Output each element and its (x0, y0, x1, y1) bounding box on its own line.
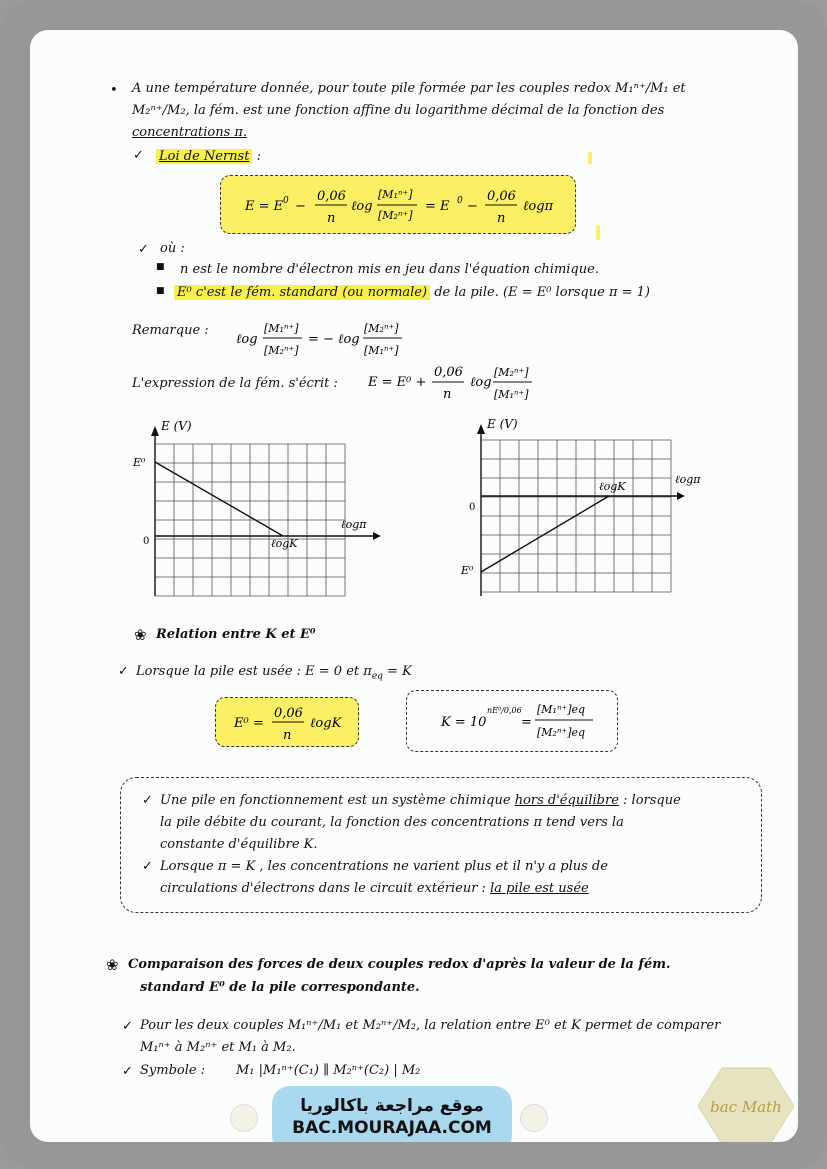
x-den: n (443, 387, 452, 402)
check-icon: ✓ (142, 793, 153, 808)
nernst-title: Loi de Nernst (156, 149, 252, 164)
square-bullet: ■ (156, 286, 165, 296)
remarque-formula (234, 316, 424, 362)
check-icon: ✓ (118, 664, 129, 679)
note-l5b: la pile est usée (490, 881, 589, 896)
graph-1 (125, 416, 385, 606)
ou-label: où : (160, 241, 185, 256)
graph1-ylabel: E (V) (161, 419, 192, 433)
graph1-xlabel: ℓogπ (341, 518, 367, 531)
symbole-label: Symbole : (140, 1063, 206, 1078)
check-icon: ✓ (122, 1019, 133, 1034)
note-l3: constante d'équilibre K. (160, 837, 318, 852)
highlight-mark (596, 226, 600, 240)
bac-math-badge (698, 1066, 794, 1142)
f-frac-den: [M₂ⁿ⁺] (378, 209, 413, 222)
bac-math-label: bac Math (710, 1098, 782, 1116)
comparaison-title-2: standard E⁰ de la pile correspondante. (140, 980, 420, 995)
b2-num: [M₁ⁿ⁺]eq (537, 703, 586, 716)
r-num2: [M₂ⁿ⁺] (364, 322, 399, 335)
symbole-value: M₁ |M₁ⁿ⁺(C₁) ∥ M₂ⁿ⁺(C₂) | M₂ (236, 1063, 421, 1078)
ou-item2b: de la pile. (E = E⁰ lorsque π = 1) (434, 285, 650, 300)
check-icon: ✓ (138, 242, 149, 257)
x-fden: [M₁ⁿ⁺] (494, 388, 529, 401)
graph2-e0: E⁰ (461, 564, 474, 577)
para1-line3: concentrations π. (132, 125, 248, 140)
b2-exp: nE⁰/0,06 (487, 706, 522, 715)
f-sup0b: 0 (457, 196, 463, 206)
nernst-title-wrap (156, 146, 261, 168)
b2-lhs: K = 10 (441, 715, 487, 730)
b2-den: [M₂ⁿ⁺]eq (537, 726, 586, 739)
b1-lhs: E⁰ = (234, 716, 264, 731)
note-l1c: : lorsque (623, 793, 681, 808)
b1-den: n (283, 728, 292, 743)
graph1-logk: ℓogK (271, 537, 298, 550)
usee-sub: eq (371, 671, 383, 682)
note-l5 (160, 878, 589, 900)
usee-text: Lorsque la pile est usée : E = 0 et π (136, 664, 372, 679)
relation-box-2 (406, 690, 618, 752)
highlight-mark (588, 152, 592, 164)
x-log: ℓog (470, 375, 492, 390)
b1-num: 0,06 (274, 706, 303, 721)
comparaison-item1a: Pour les deux couples M₁ⁿ⁺/M₁ et M₂ⁿ⁺/M₂, la relation entre E⁰ et K permet de comparer (140, 1018, 721, 1033)
x-lhs: E = E⁰ + (368, 375, 427, 390)
graph2-zero: 0 (469, 502, 476, 513)
f-minus2: − (467, 199, 478, 214)
graph-2 (455, 416, 715, 606)
bullet-dot: • (110, 83, 118, 98)
f-num: 0,06 (317, 189, 346, 204)
relation-title: Relation entre K et E⁰ (156, 627, 316, 642)
para1-line1: A une température donnée, pour toute pile formée par les couples redox M₁ⁿ⁺/M₁ et (132, 81, 686, 96)
ou-item2a: E⁰ c'est le fém. standard (ou normale) (174, 285, 430, 300)
x-num: 0,06 (434, 365, 463, 380)
para1-line2: M₂ⁿ⁺/M₂, la fém. est une fonction affine du logarithme décimal de la fonction des (132, 103, 665, 118)
site-banner-arabic: موقع مراجعة باكالوريا (300, 1096, 484, 1116)
square-bullet: ■ (156, 262, 165, 272)
f-frac-num: [M₁ⁿ⁺] (378, 188, 413, 201)
ou-item1: n est le nombre d'électron mis en jeu dans l'équation chimique. (180, 262, 599, 277)
note-l1b: hors d'équilibre (514, 793, 619, 808)
expression-label: L'expression de la fém. s'écrit : (132, 376, 338, 391)
graph2-xlabel: ℓogπ (675, 473, 701, 486)
r-num1: [M₁ⁿ⁺] (264, 322, 299, 335)
document-page (30, 30, 798, 1142)
f-E: E = E (245, 199, 284, 214)
f-den2: n (497, 211, 506, 226)
f-minus: − (295, 199, 306, 214)
check-icon: ✓ (122, 1064, 133, 1079)
comparaison-item1b: M₁ⁿ⁺ à M₂ⁿ⁺ et M₁ à M₂. (140, 1040, 296, 1055)
remarque-label: Remarque : (132, 323, 209, 338)
f-sup0: 0 (283, 196, 289, 206)
f-log: ℓog (351, 199, 373, 214)
nernst-formula (221, 176, 575, 233)
graph2-logk: ℓogK (599, 480, 626, 493)
relation-formula-1 (216, 698, 358, 746)
check-icon: ✓ (133, 148, 144, 163)
graph1-grid (155, 444, 345, 596)
check-icon: ✓ (142, 859, 153, 874)
note-l2: la pile débite du courant, la fonction des concentrations π tend vers la (160, 815, 624, 830)
r-mid: = − ℓog (308, 332, 360, 347)
f-num2: 0,06 (487, 189, 516, 204)
usee-wrap (136, 661, 412, 688)
flower-bullet-icon: ❀ (134, 626, 147, 644)
b2-eq: = (521, 715, 532, 730)
r-log: ℓog (236, 332, 258, 347)
x-fnum: [M₂ⁿ⁺] (494, 366, 529, 379)
nernst-formula-box (220, 175, 576, 234)
site-logo-icon (230, 1104, 258, 1132)
r-den1: [M₂ⁿ⁺] (264, 344, 299, 357)
relation-formula-2 (407, 691, 617, 751)
f-eq2: = E (425, 199, 450, 214)
comparaison-title-1: Comparaison des forces de deux couples redox d'après la valeur de la fém. (128, 957, 671, 972)
b1-rhs: ℓogK (310, 716, 342, 731)
site-logo-icon (520, 1104, 548, 1132)
site-banner[interactable] (272, 1086, 512, 1142)
site-banner-url[interactable]: BAC.MOURAJAA.COM (292, 1118, 492, 1138)
r-den2: [M₁ⁿ⁺] (364, 344, 399, 357)
graph1-e0: E⁰ (133, 456, 146, 469)
nernst-colon: : (256, 149, 261, 164)
note-l5a: circulations d'électrons dans le circuit extérieur : (160, 881, 486, 896)
usee-end: = K (382, 664, 412, 679)
ou-item2-wrap (174, 282, 650, 304)
graph1-zero: 0 (143, 536, 150, 547)
f-logpi: ℓogπ (523, 199, 554, 214)
note-l4: Lorsque π = K , les concentrations ne varient plus et il n'y a plus de (160, 859, 608, 874)
expression-formula (366, 360, 546, 406)
note-l1a: Une pile en fonctionnement est un système chimique (160, 793, 511, 808)
note-l1 (160, 790, 681, 812)
flower-bullet-icon: ❀ (106, 956, 119, 974)
graph2-ylabel: E (V) (487, 417, 518, 431)
relation-box-1 (215, 697, 359, 747)
f-den: n (327, 211, 336, 226)
